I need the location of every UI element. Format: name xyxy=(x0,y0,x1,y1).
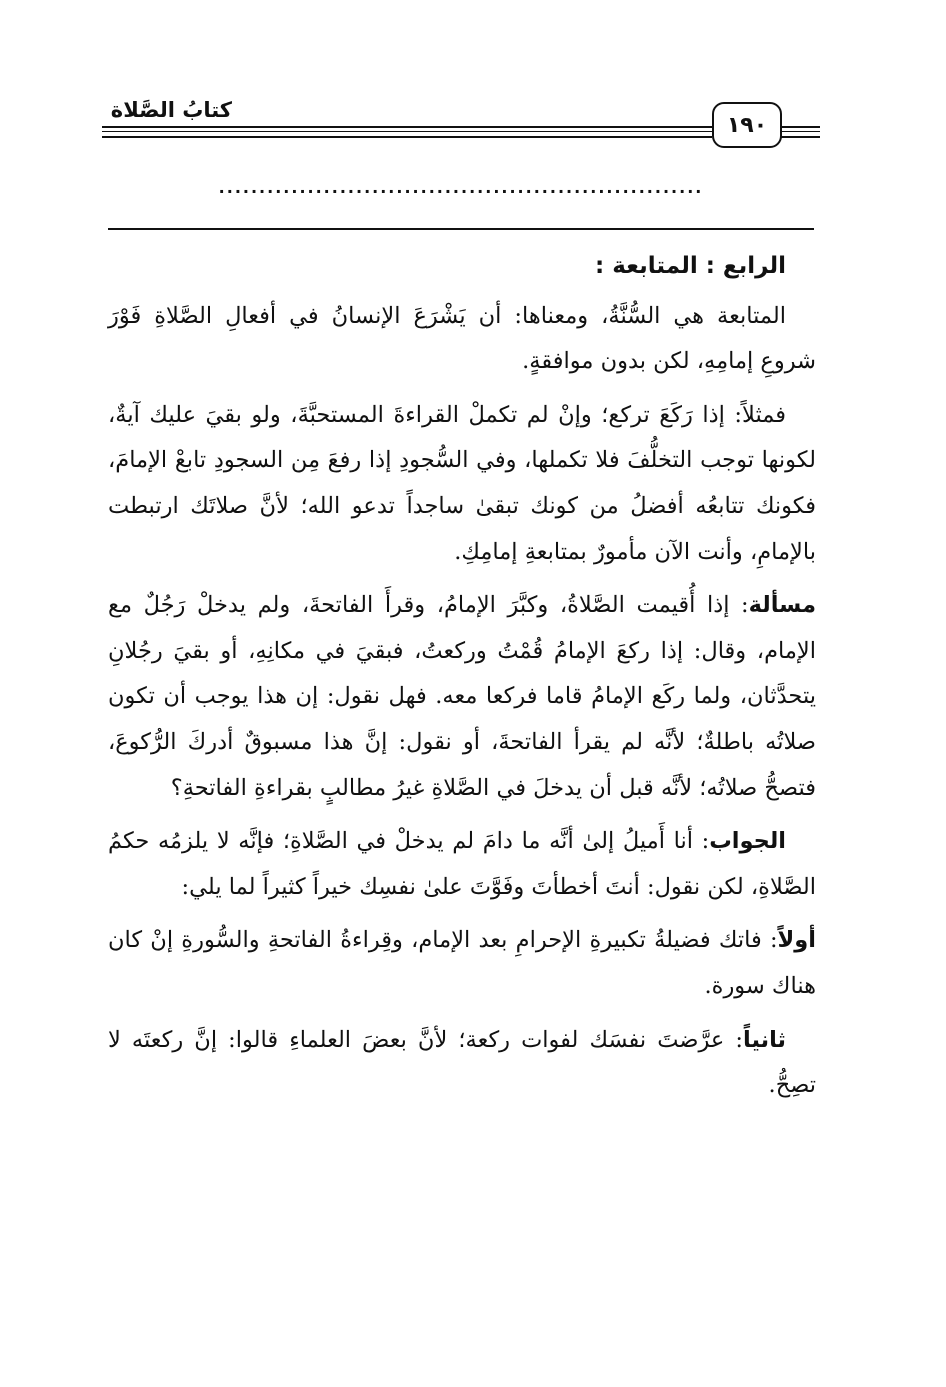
paragraph-lead: أولاً xyxy=(777,927,816,954)
paragraph-text: فمثلاً: إذا رَكَعَ تركع؛ وإنْ لم تكملْ القراءةَ المستحبَّةَ، ولو بقيَ عليك آيةٌ، لكونها توجب التخلُّفَ فلا تكملها، وفي السُّجودِ إذا رفعَ مِن السجودِ تابعْ الإمامَ، فكونك تتابعُه أفضلُ من كونك تبقىٰ ساجداً تدعو الله؛ لأنَّ صلاتَك ارتبطت بالإمامِ، وأنت الآن مأمورٌ بمتابعةِ إمامِكِ. xyxy=(108,401,816,565)
section-separator-rule xyxy=(108,228,814,230)
page-body xyxy=(108,244,816,1117)
header-rule-bottom xyxy=(102,136,712,138)
paragraph-lead: ثانياً xyxy=(743,1026,786,1053)
dotted-divider: ............................................................ xyxy=(218,178,704,197)
paragraph-text: : أنا أَميلُ إلىٰ أنَّه ما دامَ لم يدخلْ في الصَّلاةِ؛ فإنَّه لا يلزمُه حكمُ الصَّلاةِ، لكن نقول: أنتَ أخطأتَ وفَوَّتَ علىٰ نفسِك خيراً كثيراً لما يلي: xyxy=(108,828,816,900)
header-rule-right-bottom xyxy=(778,136,820,138)
paragraph-answer xyxy=(108,819,816,910)
paragraph-lead: الجواب xyxy=(709,828,786,855)
page-header xyxy=(102,96,820,152)
paragraph-text: : عرَّضتَ نفسَك لفوات ركعة؛ لأنَّ بعضَ العلماءِ قالوا: إنَّ ركعتَه لا تصِحُّ. xyxy=(108,1026,816,1099)
paragraph-second-point xyxy=(108,1018,816,1109)
paragraph-text: : إذا أُقيمت الصَّلاةُ، وكبَّرَ الإمامُ، وقرأَ الفاتحةَ، ولم يدخلْ رَجُلٌ مع الإمام، وقال: إذا ركعَ الإمامُ قُمْتُ وركعتُ، فبقيَ في مكانِهِ، أو بقيَ رجُلانِ يتحدَّثان، ولما ركَع الإمامُ قاما فركعا معه. فهل نقول: إن هذا يوجب أن تكون صلاتُه باطلةٌ؛ لأنَّه لم يقرأ الفاتحةَ، أو نقول: إنَّ هذا مسبوقٌ أدركَ الرُّكوعَ، فتصحُّ صلاتُه؛ لأنَّه قبل أن يدخلَ في الصَّلاةِ غيرُ مطالبٍ بقراءةِ الفاتحةِ؟ xyxy=(108,592,816,801)
book-title: كتابُ الصَّلاة xyxy=(110,98,232,122)
paragraph-definition xyxy=(108,294,816,385)
section-heading: الرابع : المتابعة : xyxy=(594,253,786,279)
header-rule-top xyxy=(102,126,712,128)
header-rule-right-top xyxy=(778,126,820,128)
paragraph-lead: مسألة xyxy=(748,592,816,619)
paragraph-question xyxy=(108,583,816,811)
paragraph-text: : فاتك فضيلةُ تكبيرةِ الإحرامِ بعد الإمام، وقِراءةُ الفاتحةِ والسُّورةِ إنْ كان هناك سورة. xyxy=(108,927,816,999)
paragraph-text: المتابعة هي السُّنَّةُ، ومعناها: أن يَشْرَعَ الإنسانُ في أفعالِ الصَّلاةِ فَوْرَ شروعِ إمامِهِ، لكن بدون موافقةٍ. xyxy=(108,302,816,375)
paragraph-first-point xyxy=(108,918,816,1009)
header-rule-mid xyxy=(102,131,712,132)
header-rule-right-mid xyxy=(778,131,820,132)
page-number: ١٩٠ xyxy=(712,102,782,148)
paragraph-example xyxy=(108,393,816,575)
